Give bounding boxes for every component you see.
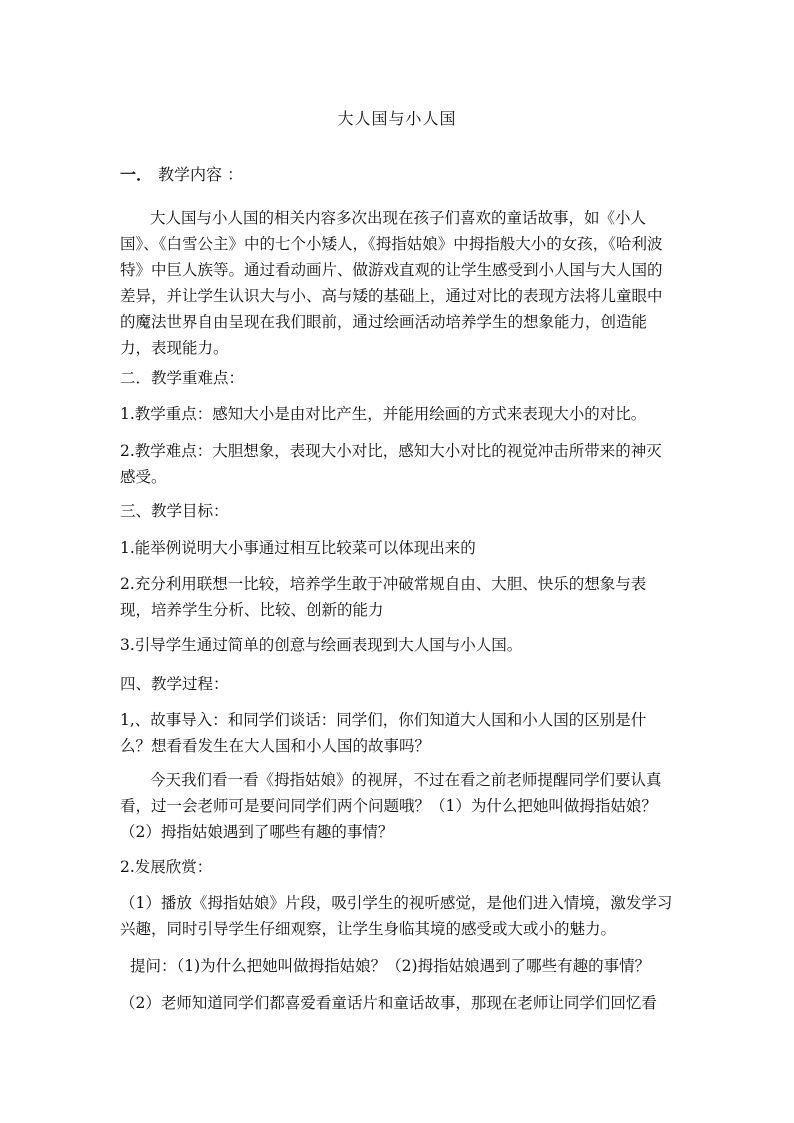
goal-2: 2.充分利用联想一比较，培养学生敢于冲破常规自由、大胆、快乐的想象与表现，培养学生分析、比较、创新的能力 <box>120 575 647 619</box>
goal-1: 1.能举例说明大小事通过相互比较菜可以体现出来的 <box>120 539 476 557</box>
step-1-detail-paragraph: 今天我们看一看《拇指姑娘》的视屏，不过在看之前老师提醒同学们要认真看，过一会老师可是要问同学们两个问题哦？（1）为什么把她叫做拇指姑娘？（2）拇指姑娘遇到了哪些有趣的事情？ <box>120 771 662 841</box>
document-title: 大人国与小人国 <box>337 109 457 128</box>
question-line: 提问：（1)为什么把她叫做拇指姑娘？（2)拇指姑娘遇到了哪些有趣的事情？ <box>130 957 651 975</box>
section-number: 一． <box>120 165 153 184</box>
intro-paragraph: 大人国与小人国的相关内容多次出现在孩子们喜欢的童话故事，如《小人国》、《白雪公主》中的七个小矮人，《拇指姑娘》中拇指般大小的女孩，《哈利波特》中巨人族等。通过看动画片、做游戏直观的让学生感受到小人国与大人国的差异，并让学生认识大与小、高与矮的基础上，通过对比的表现方法将儿童眼中的魔法世界自由呈现在我们眼前，通过绘画活动培养学生的想象能力，创造能力，表现能力。 <box>120 209 663 357</box>
step-2b-paragraph: （2）老师知道同学们都喜爱看童话片和童话故事，那现在老师让同学们回忆看 <box>120 994 657 1012</box>
step-2a-paragraph: （1）播放《拇指姑娘》片段，吸引学生的视听感觉，是他们进入情境，激发学习兴趣，同时引导学生仔细观察，让学生身临其境的感受或大或小的魅力。 <box>120 894 673 938</box>
key-point-2: 2.教学难点：大胆想象，表现大小对比，感知大小对比的视觉冲击所带来的神灭感受。 <box>120 442 662 486</box>
section-heading-process: 四、教学过程： <box>120 675 229 693</box>
section-heading-goals: 三、教学目标： <box>120 502 229 520</box>
step-2-heading: 2.发展欣赏： <box>120 858 213 876</box>
step-1-paragraph: 1,、故事导入：和同学们谈话：同学们，你们知道大人国和小人国的区别是什么？想看看发生在大人国和小人国的故事吗？ <box>120 711 647 755</box>
key-point-1: 1.教学重点：感知大小是由对比产生，并能用绘画的方式来表现大小的对比。 <box>120 405 647 423</box>
section-heading-content <box>120 162 243 185</box>
section-heading-key-points: 二．教学重难点： <box>120 369 245 387</box>
section-label: 教学内容 ： <box>158 165 244 184</box>
goal-3: 3.引导学生通过简单的创意与绘画表现到大人国与小人国。 <box>120 636 523 654</box>
